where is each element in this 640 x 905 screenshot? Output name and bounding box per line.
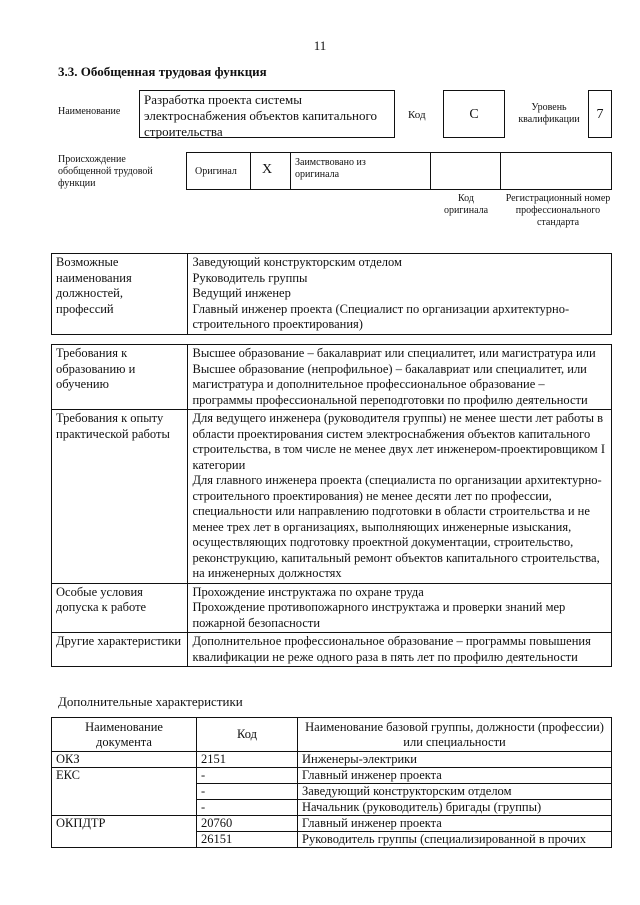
row-code: 26151: [197, 832, 298, 848]
requirements-row: [52, 345, 612, 410]
row-code: -: [197, 768, 298, 784]
row-doc: ЕКС: [52, 768, 197, 816]
row-doc: ОКЗ: [52, 752, 197, 768]
origin-divider-4: [500, 152, 501, 190]
positions-row: [52, 254, 612, 335]
code-label: Код: [408, 109, 426, 121]
experience-text: Для ведущего инженера (руководителя группы) не менее шести лет работы в области проектирования систем электроснабжения объектов капитального строительства, в том числе не менее двух лет инженером-проектировщиком I категории Для главного инженера проекта (специалиста по организации архитектурно-строительного проектирования) не менее десяти лет по профессии, специальности или направлению подготовки в области строительства и не менее трех лет в организациях, выполняющих инженерные изыскания, осуществляющих подготовку проектной документации, строительство, реконструкцию, капитальный ремонт объектов капитального строительства, на инженерных должностях: [188, 410, 612, 584]
requirements-row: [52, 633, 612, 667]
function-name: Разработка проекта системы электроснабжения объектов капитального строительства: [139, 90, 395, 138]
admission-text: Прохождение инструктажа по охране труда Прохождение противопожарного инструктажа и проверки знаний мер пожарной безопасности: [188, 583, 612, 633]
positions-label: Возможные наименования должностей, профессий: [52, 254, 188, 335]
other-text: Дополнительное профессиональное образование – программы повышения квалификации не реже одного раза в пять лет по профилю деятельности: [188, 633, 612, 667]
section-title: 3.3. Обобщенная трудовая функция: [58, 64, 267, 79]
row-code: -: [197, 784, 298, 800]
row-name: Инженеры-электрики: [298, 752, 612, 768]
position-item: Главный инженер проекта (Специалист по организации архитектурно-строительного проектирования): [192, 301, 570, 331]
education-label: Требования к образованию и обучению: [52, 345, 188, 410]
position-item: Руководитель группы: [192, 270, 308, 285]
additional-title: Дополнительные характеристики: [58, 694, 243, 709]
header-document: Наименование документа: [52, 718, 197, 752]
row-code: 20760: [197, 816, 298, 832]
requirements-table: [51, 344, 612, 667]
requirements-row: [52, 583, 612, 633]
origin-divider-1: [250, 152, 251, 190]
origin-label: Происхождение обобщенной трудовой функции: [58, 154, 153, 189]
qualification-level: 7: [588, 90, 612, 138]
additional-table: [51, 717, 612, 848]
origin-divider-3: [430, 152, 431, 190]
positions-table: [51, 253, 612, 335]
additional-header-row: [52, 718, 612, 752]
education-text: Высшее образование – бакалавриат или специалитет, или магистратура или Высшее образование (непрофильное) – бакалавриат или специалитет, или магистратура и дополнительное профессиональное образование – программы профессиональной переподготовки по профилю деятельности: [188, 345, 612, 410]
original-label: Оригинал: [195, 166, 237, 177]
header-name: Наименование базовой группы, должности (профессии) или специальности: [298, 718, 612, 752]
requirements-row: [52, 410, 612, 584]
borrowed-label: Заимствовано из оригинала: [295, 157, 366, 180]
row-name: Главный инженер проекта: [298, 816, 612, 832]
function-code: C: [443, 90, 505, 138]
other-label: Другие характеристики: [52, 633, 188, 667]
code-original-caption: Код оригинала: [443, 193, 489, 216]
row-code: -: [197, 800, 298, 816]
table-row: [52, 816, 612, 832]
reg-number-caption: Регистрационный номер профессионального стандарта: [505, 193, 611, 228]
position-item: Ведущий инженер: [192, 286, 291, 300]
header-code: Код: [197, 718, 298, 752]
row-name: Руководитель группы (специализированной в прочих: [298, 832, 612, 848]
row-name: Заведующий конструкторским отделом: [298, 784, 612, 800]
admission-label: Особые условия допуска к работе: [52, 583, 188, 633]
position-item: Заведующий конструкторским отделом: [192, 255, 402, 269]
name-label: Наименование: [58, 106, 121, 117]
row-code: 2151: [197, 752, 298, 768]
table-row: [52, 752, 612, 768]
origin-divider-2: [290, 152, 291, 190]
level-label: Уровень квалификации: [518, 102, 580, 125]
original-mark: X: [262, 162, 273, 177]
table-row: [52, 768, 612, 784]
positions-list: [188, 254, 612, 335]
page-number: 11: [313, 38, 327, 53]
row-name: Главный инженер проекта: [298, 768, 612, 784]
row-doc: ОКПДТР: [52, 816, 197, 848]
experience-label: Требования к опыту практической работы: [52, 410, 188, 584]
row-name: Начальник (руководитель) бригады (группы): [298, 800, 612, 816]
